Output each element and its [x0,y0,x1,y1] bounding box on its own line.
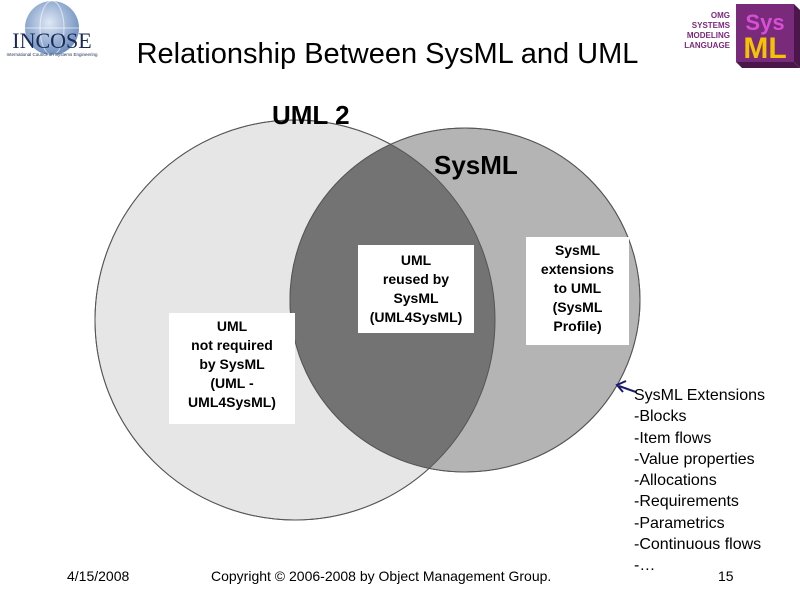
footer-page-number: 15 [718,568,734,584]
ext-line-2: extensions [540,261,615,277]
extensions-list-item: -… [634,557,656,575]
omg-logo-line-3: MODELING [686,31,730,40]
uml-reused-box [358,245,474,333]
omg-logo-line-1: OMG [710,11,730,20]
uml-not-required-box [169,313,295,424]
extensions-list-item: -Allocations [634,472,717,490]
extensions-list-item: -Continuous flows [634,536,762,554]
footer-date: 4/15/2008 [67,568,130,584]
ext-line-5: Profile) [553,318,602,334]
extensions-list-item: -Requirements [634,493,739,511]
ext-line-3: to UML [553,280,602,296]
uml-only-line-5: UML4SysML) [188,394,276,410]
uml-only-line-3: by SysML [199,356,265,372]
reused-line-3: SysML [393,290,439,306]
reused-line-4: (UML4SysML) [369,309,463,325]
sysml-label: SysML [434,150,518,180]
incose-logo-text: INCOSE [12,28,92,53]
extensions-list-item: -Parametrics [634,514,725,532]
svg-text:Sys: Sys [745,10,785,35]
omg-logo-line-2: SYSTEMS [691,21,730,30]
extensions-list-item: -Item flows [634,429,712,447]
extensions-list [634,385,765,577]
ext-line-4: (SysML [552,299,603,315]
svg-text:ML: ML [743,32,787,65]
extensions-list-item: -Blocks [634,408,687,426]
omg-logo-line-4: LANGUAGE [684,41,730,50]
incose-logo-subtext: International Council on Systems Engineering [6,52,98,57]
footer-copyright: Copyright © 2006-2008 by Object Management Group. [211,568,552,584]
reused-line-1: UML [400,252,432,268]
reused-line-2: reused by [382,271,450,287]
uml-only-line-2: not required [191,337,273,353]
extensions-list-item: -Value properties [634,450,755,468]
uml-only-line-1: UML [216,318,248,334]
uml-only-line-4: (UML - [210,375,254,391]
ext-line-1: SysML [554,242,601,258]
uml2-label: UML 2 [272,100,350,130]
page-title: Relationship Between SysML and UML [136,38,639,70]
sysml-extensions-box [526,237,629,345]
extensions-list-heading: SysML Extensions [634,387,766,404]
